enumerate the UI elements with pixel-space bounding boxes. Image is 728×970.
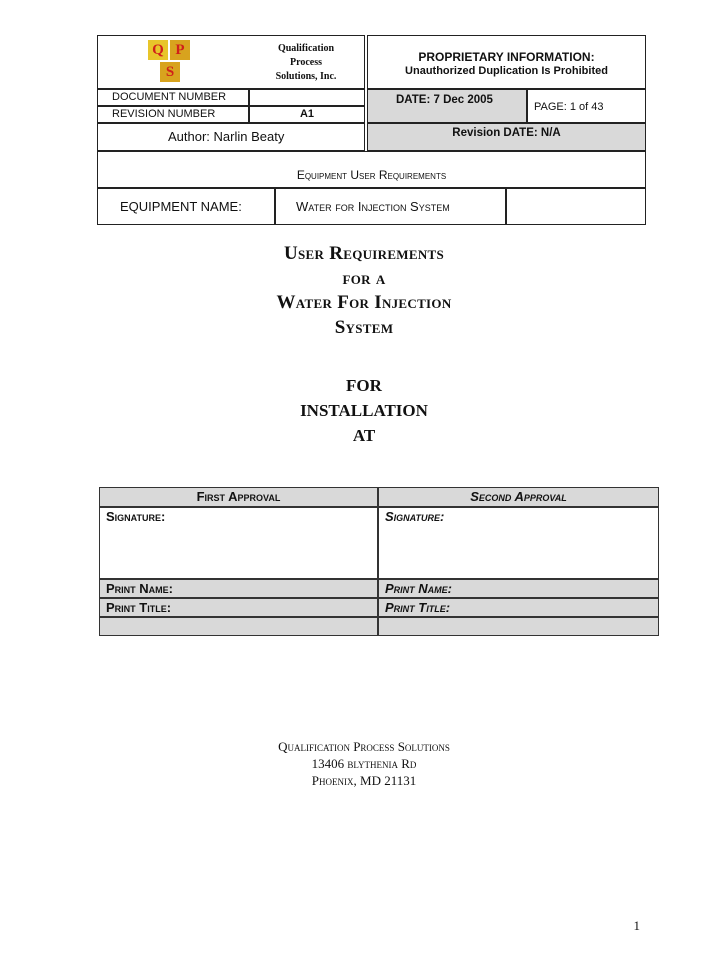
first-approval-header: First Approval bbox=[99, 487, 378, 507]
revision-date-box: Revision DATE: N/A bbox=[367, 123, 646, 151]
first-blank-field[interactable] bbox=[99, 617, 378, 636]
first-print-name-field[interactable]: Print Name: bbox=[99, 579, 378, 598]
address-company: Qualification Process Solutions bbox=[278, 739, 450, 754]
second-approval-header: Second Approval bbox=[378, 487, 659, 507]
equipment-extra bbox=[506, 188, 646, 225]
proprietary-box bbox=[367, 35, 646, 89]
company-line-2: Process bbox=[289, 57, 323, 68]
header-table bbox=[97, 35, 646, 225]
second-blank-field[interactable] bbox=[378, 617, 659, 636]
logo-letter-q: Q bbox=[148, 40, 168, 60]
logo-letter-p: P bbox=[170, 40, 190, 60]
page-number: 1 bbox=[633, 918, 640, 933]
address-street: 13406 blythenia Rd bbox=[311, 756, 417, 771]
approval-table bbox=[99, 487, 659, 637]
first-print-title-field[interactable]: Print Title: bbox=[99, 598, 378, 617]
document-type: Equipment User Requirements bbox=[296, 168, 447, 182]
equipment-name-value: Water for Injection System bbox=[275, 188, 506, 225]
second-print-title-field[interactable]: Print Title: bbox=[378, 598, 659, 617]
company-line-1: Qualification bbox=[277, 43, 335, 54]
proprietary-subtitle: Unauthorized Duplication Is Prohibited bbox=[405, 65, 608, 77]
address-city: Phoenix, MD 21131 bbox=[311, 773, 417, 788]
equipment-name-label: EQUIPMENT NAME: bbox=[97, 188, 275, 225]
title-line-4: System bbox=[334, 317, 394, 338]
proprietary-title: PROPRIETARY INFORMATION: bbox=[418, 50, 595, 64]
document-type-box bbox=[97, 151, 646, 188]
title-line-3: Water For Injection bbox=[276, 292, 452, 313]
company-name bbox=[258, 42, 354, 84]
logo-box bbox=[97, 35, 365, 89]
title-line-1: User Requirements bbox=[283, 243, 445, 264]
logo-letter-s: S bbox=[160, 62, 180, 82]
page-box: PAGE: 1 of 43 bbox=[527, 89, 646, 123]
company-line-3: Solutions, Inc. bbox=[275, 71, 337, 82]
for-line: FOR bbox=[346, 376, 382, 395]
author-box: Author: Narlin Beaty bbox=[97, 123, 365, 151]
title-line-2: for a bbox=[342, 268, 386, 289]
qps-logo bbox=[148, 40, 196, 86]
second-signature-field[interactable]: Signature: bbox=[378, 507, 659, 579]
revision-number-label: REVISION NUMBER bbox=[97, 106, 249, 123]
second-print-name-field[interactable]: Print Name: bbox=[378, 579, 659, 598]
installation-line: INSTALLATION bbox=[300, 401, 428, 420]
document-number-label: DOCUMENT NUMBER bbox=[97, 89, 249, 106]
at-line: AT bbox=[352, 426, 376, 445]
document-number-value bbox=[249, 89, 365, 106]
first-signature-field[interactable]: Signature: bbox=[99, 507, 378, 579]
revision-number-value: A1 bbox=[249, 106, 365, 123]
date-box: DATE: 7 Dec 2005 bbox=[367, 89, 527, 123]
